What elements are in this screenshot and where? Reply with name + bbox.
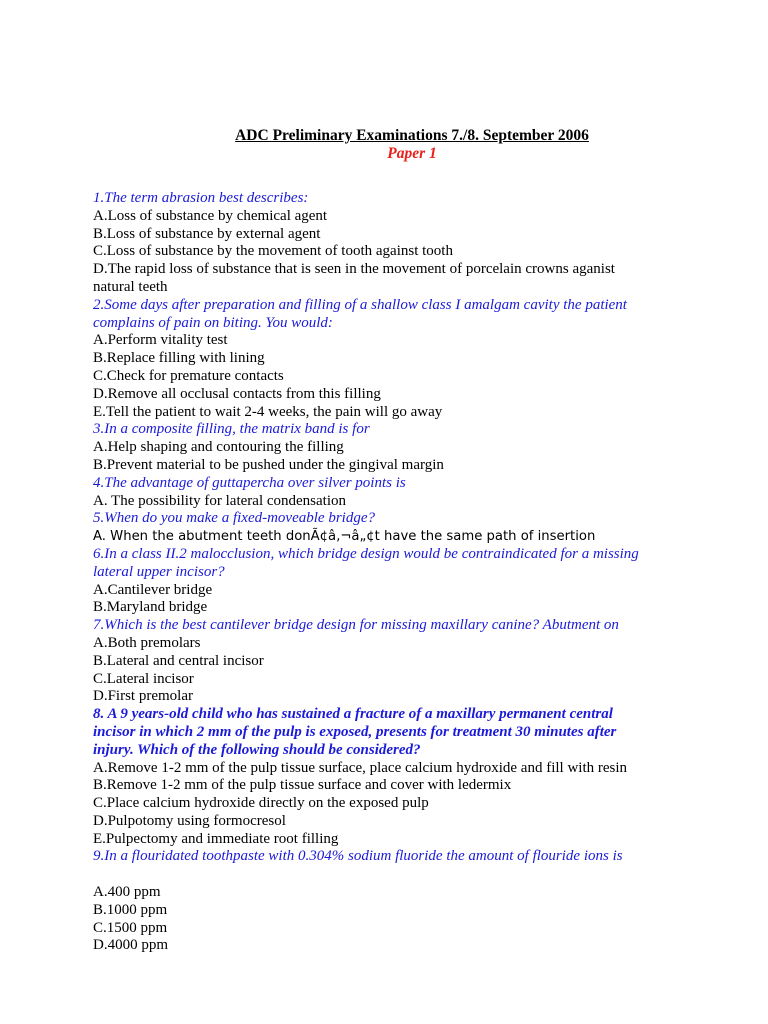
answer-option: A. The possibility for lateral condensation <box>93 492 347 509</box>
blank-line <box>93 866 743 884</box>
answer-option: B.Loss of substance by external agent <box>93 225 321 242</box>
answer-option: A.Help shaping and contouring the filling <box>93 439 344 456</box>
question-text: 5.When do you make a fixed-moveable bridge? <box>93 510 375 527</box>
answer-option: B.Maryland bridge <box>93 599 208 616</box>
questions-list <box>93 190 743 955</box>
answer-option: B.1000 ppm <box>93 901 168 918</box>
answer-option: C.Lateral incisor <box>93 670 194 687</box>
answer-option: B.Remove 1-2 mm of the pulp tissue surface and cover with ledermix <box>93 777 512 794</box>
answer-option: B.Lateral and central incisor <box>93 652 264 669</box>
question-text: complains of pain on biting. You would: <box>93 314 333 331</box>
question-text: 7.Which is the best cantilever bridge design for missing maxillary canine? Abutment on <box>93 617 619 634</box>
question-text: 1.The term abrasion best describes: <box>93 190 309 206</box>
answer-option: C.Place calcium hydroxide directly on the exposed pulp <box>93 795 429 812</box>
answer-option: natural teeth <box>93 278 168 295</box>
answer-option: B.Prevent material to be pushed under the gingival margin <box>93 456 444 473</box>
answer-option: A.Remove 1-2 mm of the pulp tissue surface, place calcium hydroxide and fill with resin <box>93 759 628 776</box>
document-page <box>93 127 743 955</box>
answer-option: A.Perform vitality test <box>93 332 228 349</box>
question-text: 2.Some days after preparation and filling of a shallow class I amalgam cavity the patient <box>93 296 627 313</box>
question-text: incisor in which 2 mm of the pulp is exposed, presents for treatment 30 minutes after <box>93 723 617 740</box>
answer-option: D.Remove all occlusal contacts from this filling <box>93 385 381 402</box>
question-text: 3.In a composite filling, the matrix band is for <box>93 421 370 438</box>
answer-option: C.Loss of substance by the movement of tooth against tooth <box>93 243 453 260</box>
question-text: 4.The advantage of guttapercha over silver points is <box>93 474 406 491</box>
answer-option: D.First premolar <box>93 688 193 705</box>
question-text: lateral upper incisor? <box>93 563 225 580</box>
answer-option: C.1500 ppm <box>93 919 168 936</box>
answer-option: E.Pulpectomy and immediate root filling <box>93 830 339 847</box>
document-title: ADC Preliminary Examinations 7./8. September 2006 <box>235 127 589 144</box>
question-text: 9.In a flouridated toothpaste with 0.304% sodium fluoride the amount of flouride ions is <box>93 848 623 865</box>
paper-label: Paper 1 <box>387 145 437 162</box>
answer-option: D.The rapid loss of substance that is seen in the movement of porcelain crowns aganist <box>93 261 615 278</box>
answer-option: D.4000 ppm <box>93 937 168 954</box>
answer-option: A.Loss of substance by chemical agent <box>93 207 328 224</box>
question-text: injury. Which of the following should be considered? <box>93 741 421 758</box>
question-text: 8. A 9 years-old child who has sustained a fracture of a maxillary permanent central <box>93 706 613 723</box>
answer-option: D.Pulpotomy using formocresol <box>93 812 286 829</box>
answer-option: A.Both premolars <box>93 634 201 651</box>
answer-option: C.Check for premature contacts <box>93 367 284 384</box>
answer-option: B.Replace filling with lining <box>93 350 265 367</box>
answer-option: E.Tell the patient to wait 2-4 weeks, the pain will go away <box>93 403 443 420</box>
answer-option: A. When the abutment teeth donÃ¢â‚¬â„¢t have the same path of insertion <box>93 529 596 545</box>
question-text: 6.In a class II.2 malocclusion, which bridge design would be contraindicated for a missing <box>93 545 639 562</box>
answer-option: A.400 ppm <box>93 884 161 901</box>
answer-option: A.Cantilever bridge <box>93 581 213 598</box>
